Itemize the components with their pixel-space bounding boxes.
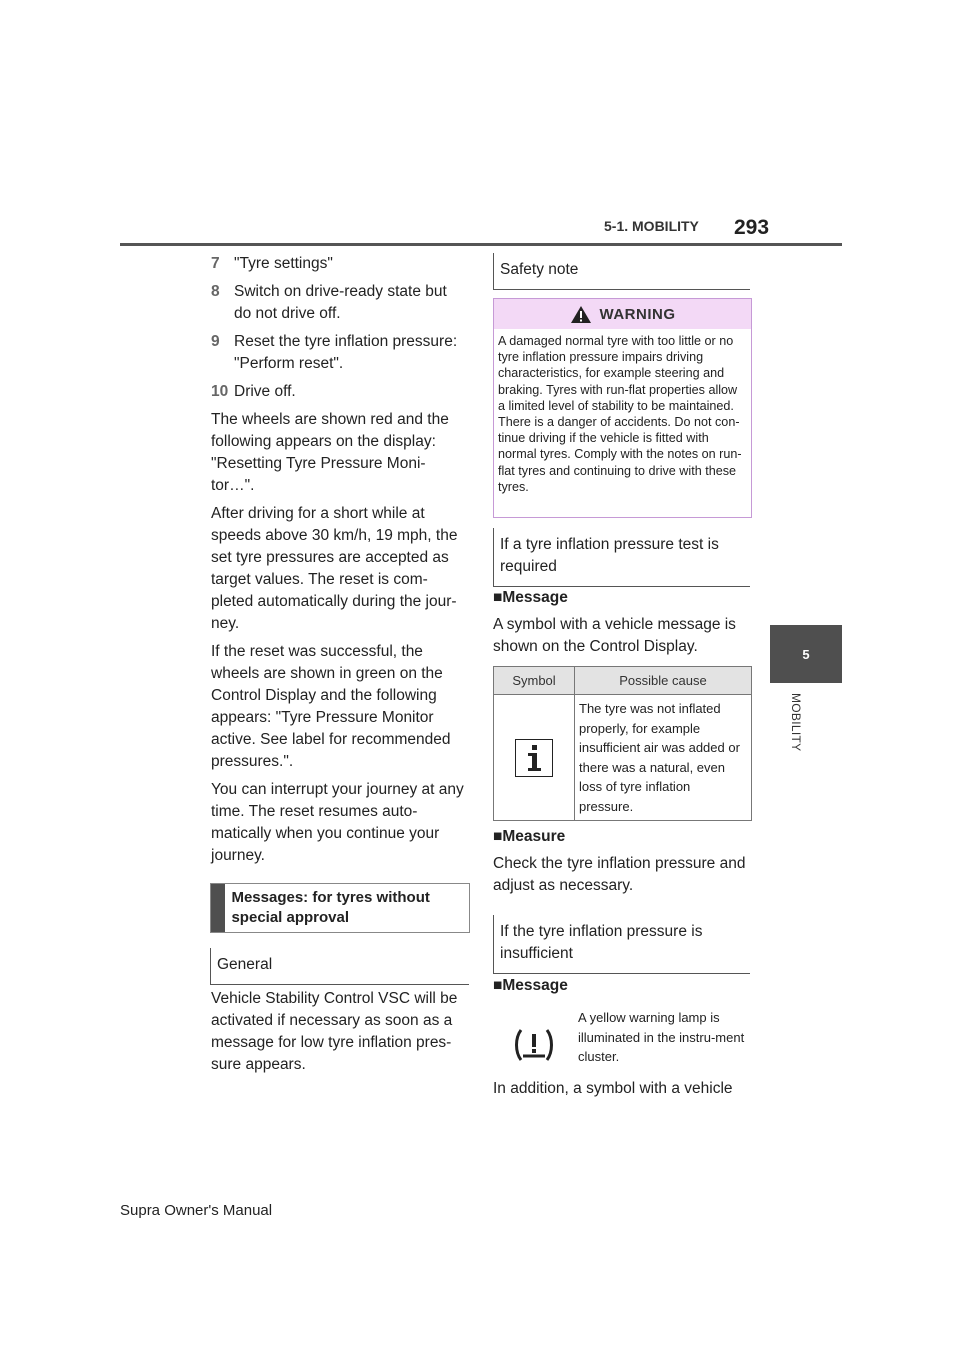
warning-box	[493, 298, 752, 518]
test-required-heading: If a tyre inflation pressure test is required	[500, 536, 719, 575]
test-required-box	[493, 528, 750, 587]
paragraph: Vehicle Stability Control VSC will be activated if necessary as soon as a message for low tyre inflation pres-sure appears.	[211, 990, 458, 1073]
step-item	[211, 253, 466, 275]
step-item	[211, 381, 466, 403]
table-row	[494, 695, 751, 820]
message-section	[493, 587, 750, 658]
left-column	[211, 253, 466, 867]
step-number: 8	[211, 283, 220, 300]
heading-bar	[211, 884, 225, 932]
warning-header	[494, 299, 751, 329]
step-text: "Tyre settings"	[234, 255, 333, 272]
safety-note-box	[493, 253, 750, 290]
insufficient-heading: If the tyre inflation pressure is insufficient	[500, 923, 703, 962]
left-column-bottom	[211, 988, 466, 1076]
step-number: 7	[211, 255, 220, 272]
message2-section	[493, 975, 750, 997]
column-header-symbol: Symbol	[494, 667, 575, 694]
paragraph: You can interrupt your journey at any time. The reset resumes auto-matically when you continue your journey.	[211, 781, 464, 864]
section-title: 5-1. MOBILITY	[604, 218, 699, 234]
table-header	[494, 667, 751, 695]
paragraph: A symbol with a vehicle message is shown on the Control Display.	[493, 616, 736, 655]
step-number: 10	[211, 383, 229, 400]
cause-cell: The tyre was not inflated properly, for example insufficient air was added or there was a natural, even loss of tyre inflation pressure.	[579, 701, 740, 814]
insufficient-box	[493, 915, 750, 974]
step-item	[211, 331, 466, 375]
step-text: Drive off.	[234, 383, 296, 400]
paragraph: The wheels are shown red and the following appears on the display: "Resetting Tyre Pressure Moni-tor…".	[211, 411, 449, 494]
page-number: 293	[734, 216, 770, 239]
step-number: 9	[211, 333, 220, 350]
measure-heading: ■Measure	[493, 828, 566, 845]
safety-note-heading: Safety note	[500, 261, 579, 278]
message-heading: ■Message	[493, 589, 568, 606]
symbol-table	[493, 666, 752, 821]
chapter-label	[787, 693, 805, 773]
messages-heading: Messages: for tyres without special approval	[231, 889, 430, 926]
header-divider	[120, 243, 842, 246]
tyre-pressure-warning-icon	[512, 1026, 556, 1066]
step-text: Switch on drive-ready state but do not drive off.	[234, 283, 447, 322]
warning-text: A damaged normal tyre with too little or no tyre inflation pressure impairs driving characteristics, for example steering and braking. Tyres with run-flat properties allow a limited level of stability to be maintained. There is a danger of accidents. Do not con-tinue driving if the vehicle is fitted with normal tyres. Comply with the notes on run-flat tyres and continuing to drive with these tyres.	[498, 334, 742, 494]
footer-text: Supra Owner's Manual	[120, 1202, 273, 1219]
lamp-text: A yellow warning lamp is illuminated in the instru-ment cluster.	[578, 1010, 745, 1064]
paragraph: Check the tyre inflation pressure and adjust as necessary.	[493, 855, 746, 894]
general-heading: General	[217, 956, 273, 973]
column-header-cause: Possible cause	[619, 673, 707, 688]
warning-title: WARNING	[599, 305, 676, 323]
message-heading: ■Message	[493, 977, 568, 994]
symbol-cell	[494, 695, 575, 820]
chapter-tab[interactable]: 5	[770, 625, 842, 683]
paragraph: After driving for a short while at speeds above 30 km/h, 19 mph, the set tyre pressures are accepted as target values. The reset is com-pleted automatically during the jour-ney.	[211, 505, 458, 632]
info-icon	[515, 739, 553, 777]
last-paragraph: In addition, a symbol with a vehicle	[493, 1080, 733, 1097]
chapter-label-text: MOBILITY	[789, 693, 803, 752]
warning-triangle-icon	[570, 305, 592, 324]
general-heading-box	[210, 948, 469, 985]
step-item	[211, 281, 466, 325]
paragraph: If the reset was successful, the wheels are shown in green on the Control Display and the following appears: "Tyre Pressure Monitor active. See label for recommended pressures.".	[211, 643, 451, 770]
step-text: Reset the tyre inflation pressure: "Perform reset".	[234, 333, 458, 372]
messages-heading-box	[210, 883, 470, 933]
measure-section	[493, 826, 750, 897]
